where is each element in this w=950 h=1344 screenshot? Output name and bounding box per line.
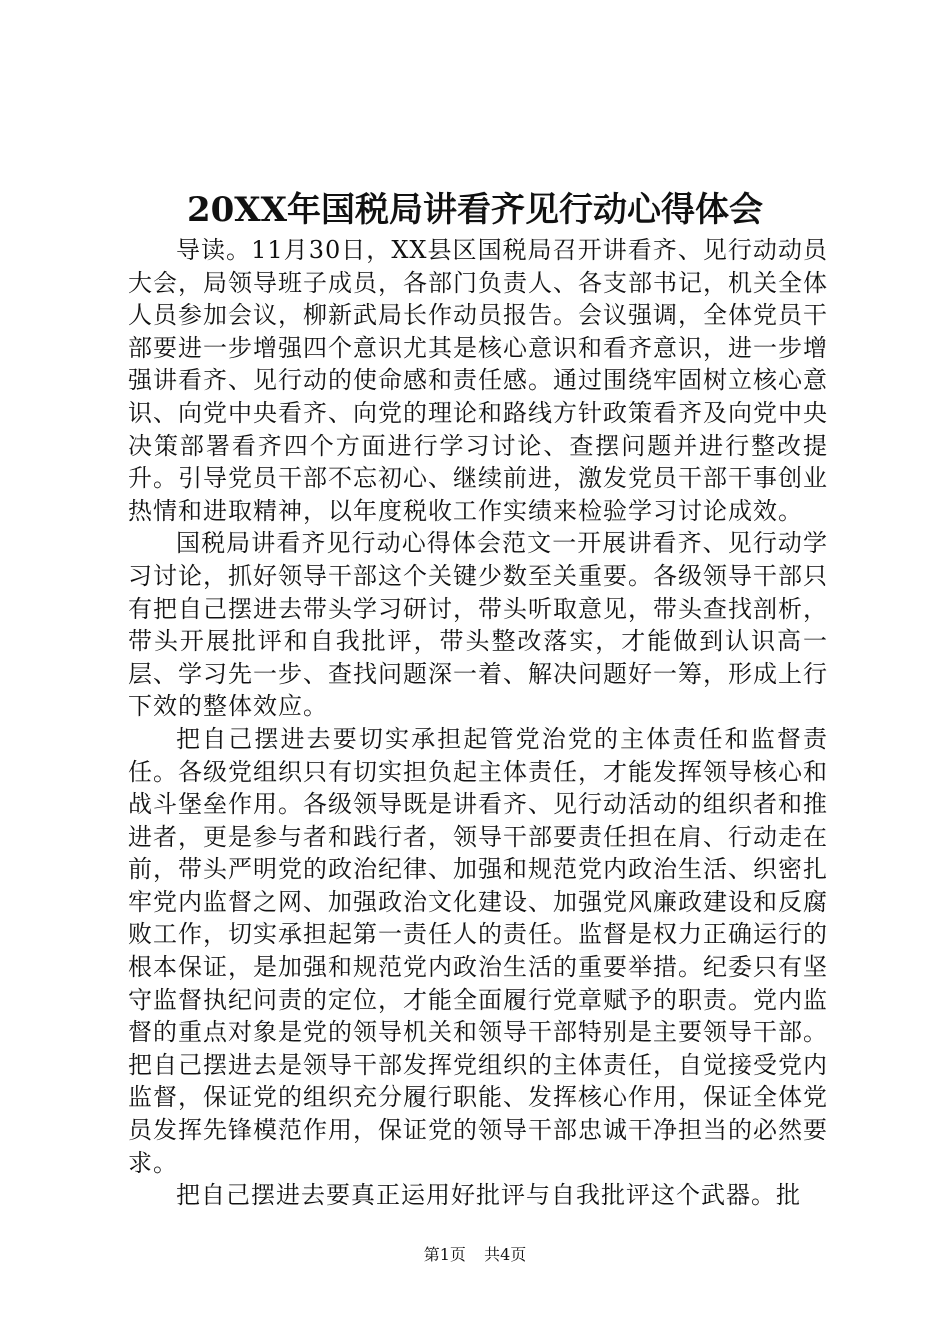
paragraph-intro: 导读。11月30日，XX县区国税局召开讲看齐、见行动动员大会，局领导班子成员，各部门负责人、各支部书记，机关全体人员参加会议，柳新武局长作动员报告。会议强调，全体党员干部要进一步增强四个意识尤其是核心意识和看齐意识，进一步增强讲看齐、见行动的使命感和责任感。通过围绕牢固树立核心意识、向党中央看齐、向党的理论和路线方针政策看齐及向党中央决策部署看齐四个方面进行学习讨论、查摆问题并进行整改提升。引导党员干部不忘初心、继续前进，激发党员干部干事创业热情和进取精神，以年度税收工作实绩来检验学习讨论成效。 — [128, 236, 828, 525]
paragraph-criticism: 把自己摆进去要真正运用好批评与自我批评这个武器。批 — [176, 1181, 801, 1210]
paragraph-leadership: 国税局讲看齐见行动心得体会范文一开展讲看齐、见行动学习讨论，抓好领导干部这个关键少数至关重要。各级领导干部只有把自己摆进去带头学习研讨，带头听取意见，带头查找剖析，带头开展批评和自我批评，带头整改落实，才能做到认识高一层、学习先一步、查找问题深一着、解决问题好一筹，形成上行下效的整体效应。 — [128, 529, 828, 721]
page-total: 共4页 — [484, 1245, 527, 1264]
document-body — [128, 234, 828, 1212]
page-number: 第1页 — [423, 1245, 466, 1264]
page-footer — [0, 1243, 950, 1267]
paragraph-responsibility: 把自己摆进去要切实承担起管党治党的主体责任和监督责任。各级党组织只有切实担负起主体责任，才能发挥领导核心和战斗堡垒作用。各级领导既是讲看齐、见行动活动的组织者和推进者，更是参与者和践行者，领导干部要责任担在肩、行动走在前，带头严明党的政治纪律、加强和规范党内政治生活、织密扎牢党内监督之网、加强政治文化建设、加强党风廉政建设和反腐败工作，切实承担起第一责任人的责任。监督是权力正确运行的根本保证，是加强和规范党内政治生活的重要举措。纪委只有坚守监督执纪问责的定位，才能全面履行党章赋予的职责。党内监督的重点对象是党的领导机关和领导干部特别是主要领导干部。把自己摆进去是领导干部发挥党组织的主体责任，自觉接受党内监督，保证党的组织充分履行职能、发挥核心作用，保证全体党员发挥先锋模范作用，保证党的领导干部忠诚干净担当的必然要求。 — [128, 724, 828, 1177]
document-title: 20XX年国税局讲看齐见行动心得体会 — [186, 190, 764, 230]
